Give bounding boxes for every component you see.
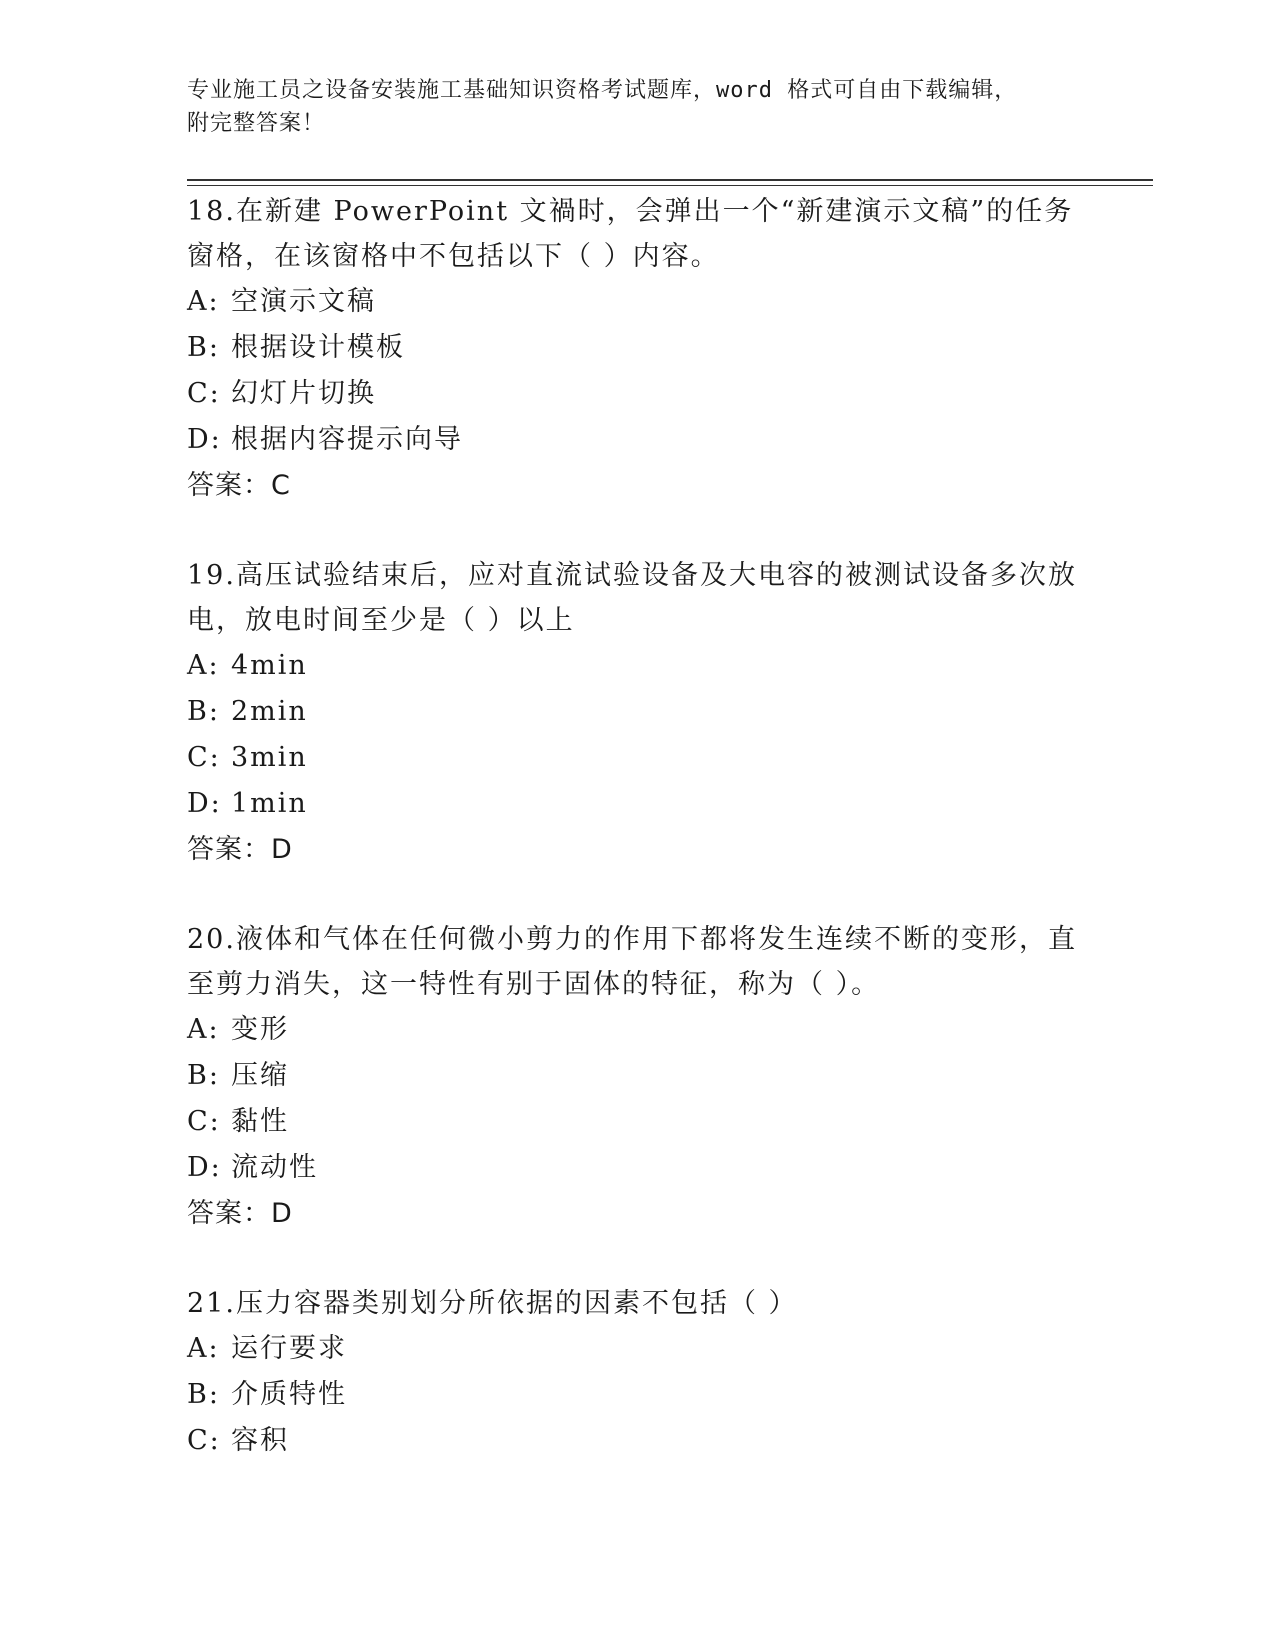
option-letter: C: (187, 1425, 221, 1456)
option-a (187, 1326, 1087, 1372)
option-c (187, 735, 1087, 781)
option-letter: B: (187, 1060, 220, 1091)
option-letter: D: (187, 788, 222, 819)
option-text: 流动性 (231, 1152, 318, 1183)
option-b (187, 1053, 1087, 1099)
question-stem-line-1: 19.高压试验结束后，应对直流试验设备及大电容的被测试设备多次放 (187, 560, 1077, 591)
option-text: 变形 (231, 1014, 289, 1045)
option-d (187, 1145, 1087, 1191)
option-a (187, 279, 1087, 325)
option-b (187, 689, 1087, 735)
question-stem-line-2: 电，放电时间至少是（ ）以上 (187, 605, 575, 636)
option-letter: C: (187, 1106, 221, 1137)
question-stem-line-2: 至剪力消失，这一特性有别于固体的特征，称为（ ）。 (187, 969, 881, 1000)
question-18 (187, 189, 1087, 509)
question-stem-line-1: 21.压力容器类别划分所依据的因素不包括（ ） (187, 1288, 798, 1319)
answer-line: 答案：D (187, 1198, 293, 1229)
option-c (187, 1418, 1087, 1464)
option-text: 容积 (231, 1425, 289, 1456)
option-letter: B: (187, 696, 220, 727)
question-20 (187, 917, 1087, 1237)
question-stem-line-1: 20.液体和气体在任何微小剪力的作用下都将发生连续不断的变形，直 (187, 924, 1077, 955)
option-d (187, 417, 1087, 463)
option-text: 运行要求 (231, 1333, 347, 1364)
option-text: 空演示文稿 (231, 286, 376, 317)
option-c (187, 1099, 1087, 1145)
option-letter: B: (187, 1379, 220, 1410)
option-d (187, 781, 1087, 827)
option-text: 1min (231, 788, 308, 819)
header-divider-thin (187, 185, 1153, 186)
option-text: 黏性 (231, 1106, 289, 1137)
answer-line: 答案：C (187, 470, 291, 501)
option-letter: C: (187, 378, 221, 409)
option-letter: A: (187, 286, 220, 317)
question-19 (187, 553, 1087, 873)
question-21 (187, 1281, 1087, 1464)
option-a (187, 1007, 1087, 1053)
option-text: 根据内容提示向导 (231, 424, 463, 455)
option-text: 压缩 (231, 1060, 289, 1091)
header-divider-thick (187, 179, 1153, 181)
header-line-2: 附完整答案！ (187, 111, 326, 136)
option-letter: D: (187, 1152, 222, 1183)
option-letter: D: (187, 424, 222, 455)
option-text: 幻灯片切换 (231, 378, 376, 409)
option-text: 介质特性 (231, 1379, 347, 1410)
header-line-1: 专业施工员之设备安装施工基础知识资格考试题库，word 格式可自由下载编辑， (187, 78, 1018, 103)
option-a (187, 643, 1087, 689)
option-b (187, 1372, 1087, 1418)
option-letter: B: (187, 332, 220, 363)
document-header (187, 74, 1067, 140)
question-stem-line-1: 18.在新建 PowerPoint 文禍时，会弹出一个“新建演示文稿”的任务 (187, 196, 1074, 227)
option-c (187, 371, 1087, 417)
option-letter: A: (187, 650, 220, 681)
question-stem-line-2: 窗格，在该窗格中不包括以下（ ）内容。 (187, 241, 720, 272)
option-text: 2min (231, 696, 308, 727)
option-text: 3min (231, 742, 308, 773)
option-letter: C: (187, 742, 221, 773)
option-text: 4min (231, 650, 308, 681)
option-letter: A: (187, 1333, 220, 1364)
answer-line: 答案：D (187, 834, 293, 865)
option-b (187, 325, 1087, 371)
option-text: 根据设计模板 (231, 332, 405, 363)
option-letter: A: (187, 1014, 220, 1045)
